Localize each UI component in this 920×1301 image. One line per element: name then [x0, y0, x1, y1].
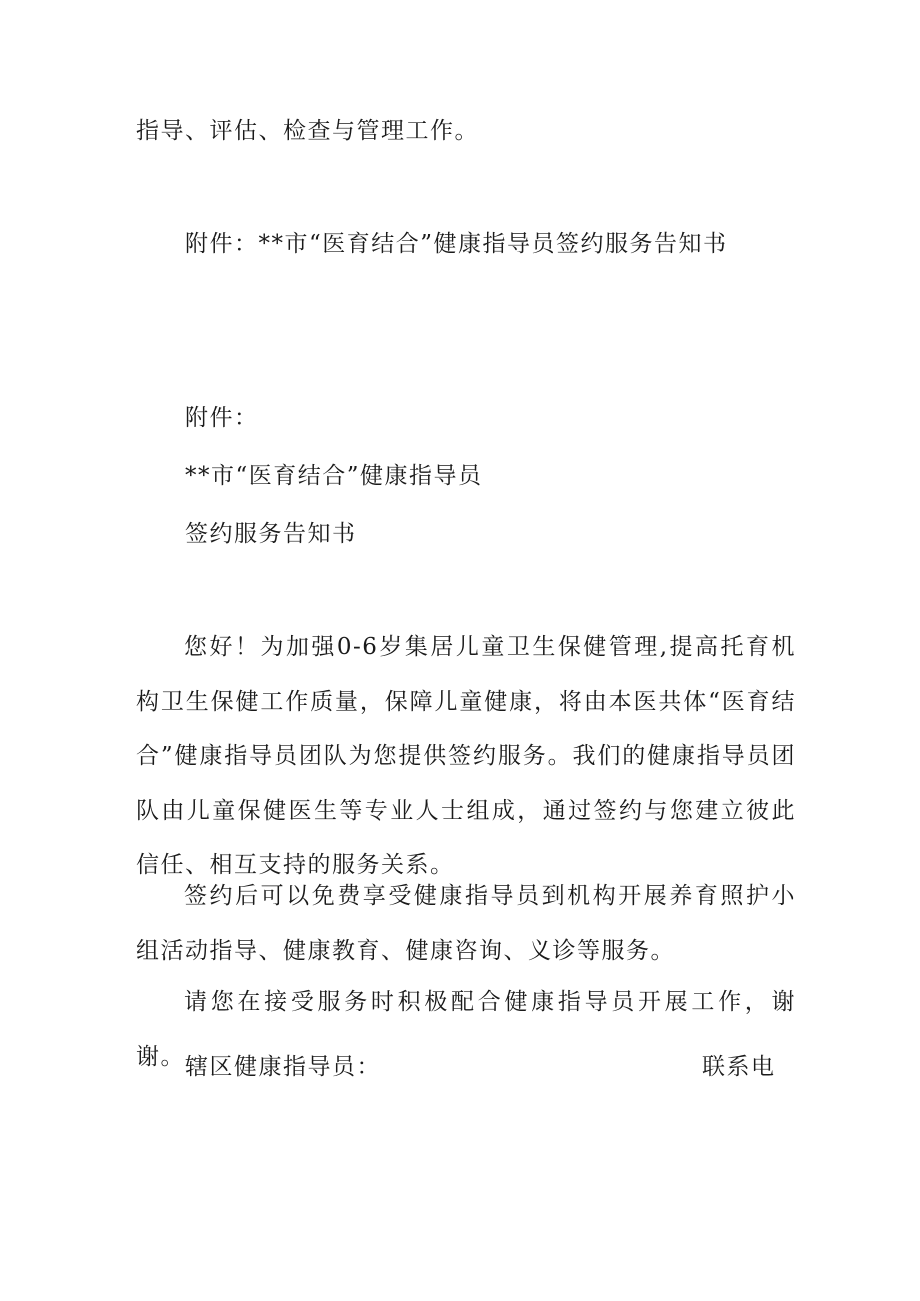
contact-phone-label: 联系电: [702, 1054, 776, 1080]
paragraph-thanks: 请您在接受服务时积极配合健康指导员开展工作，谢谢。: [136, 989, 796, 1070]
paragraph-services: 签约后可以免费享受健康指导员到机构开展养育照护小组活动指导、健康教育、健康咨询、义诊等服务。: [136, 883, 796, 964]
footer-contact-row: [185, 1052, 775, 1082]
notice-title-line1: **市“医育结合”健康指导员: [185, 463, 483, 489]
attachment-label: 附件：: [185, 405, 259, 431]
guide-label: 辖区健康指导员：: [185, 1054, 381, 1080]
paragraph-greeting: 您好！为加强0-6岁集居儿童卫生保健管理,提高托育机构卫生保健工作质量，保障儿童健康，将由本医共体“医育结合”健康指导员团队为您提供签约服务。我们的健康指导员团队由儿童保健医生等专业人士组成，通过签约与您建立彼此信任、相互支持的服务关系。: [136, 634, 796, 878]
top-fragment-text: 指导、评估、检查与管理工作。: [136, 118, 479, 144]
attachment-reference: 附件：**市“医育结合”健康指导员签约服务告知书: [185, 231, 728, 257]
notice-title-line2: 签约服务告知书: [185, 521, 357, 547]
